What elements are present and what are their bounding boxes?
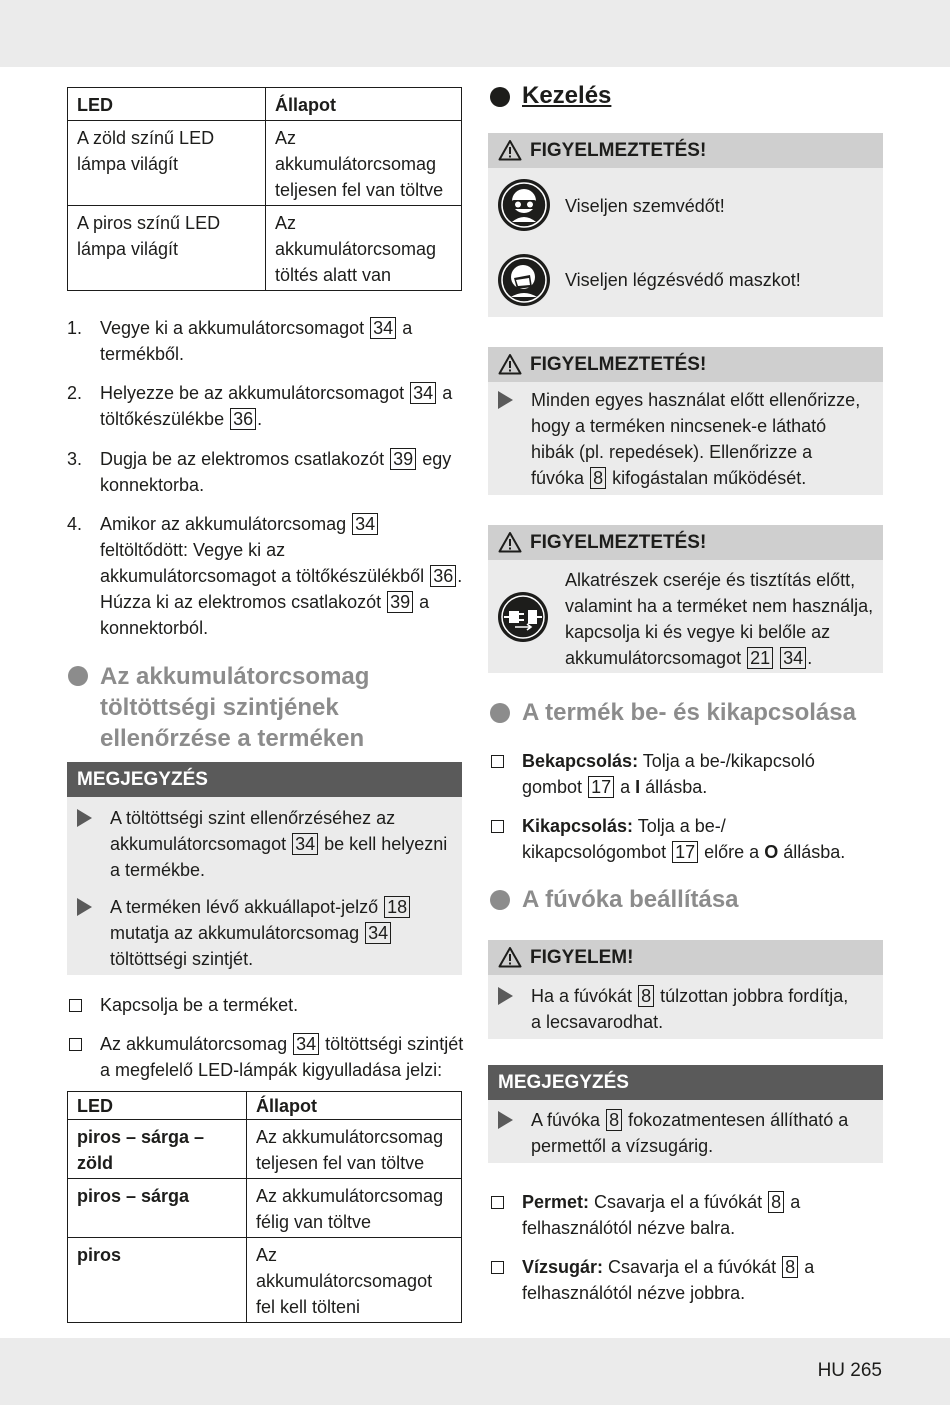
note-item: A töltöttségi szint ellenőrzéséhez az akkumulátorcsomagot 34 be kell helyezni a termékbe. [77,805,457,883]
caution-item: Ha a fúvókát 8 túlzottan jobbra fordítja, a lecsavarodhat. [498,983,883,1035]
warning-triangle-icon [498,946,522,968]
warning-label: FIGYELMEZTETÉS! [488,133,883,168]
switch-off-item: Kikapcsolás: Tolja a be-/ kikapcsológombot 17 előre a O állásba. [522,816,846,862]
ref-box: 8 [782,1256,798,1278]
step-2: 2. Helyezze be az akkumulátorcsomagot 34 a töltőkészülékbe 36 . [67,383,453,429]
mask-text: Viseljen légzésvédő maszkot! [565,270,801,290]
spray-item: Permet: Csavarja el a fúvókát 8 a felhasználótól nézve balra. [522,1192,801,1238]
led-status-table-1 [67,87,462,291]
table-header-led: LED [68,1092,247,1120]
ref-box: 34 [352,513,378,535]
table-cell: Az akkumulátorcsomag töltés alatt van [266,206,462,291]
page-number: HU 265 [817,1360,882,1381]
table-row [68,206,462,291]
ref-box: 17 [588,776,614,798]
step-1: 1. Vegye ki a akkumulátorcsomagot 34 a termékből. [67,318,413,364]
warning-triangle-icon [498,139,522,161]
arrow-bullet-icon [498,987,513,1005]
ref-box: 17 [672,841,698,863]
checkbox-icon [491,1261,504,1274]
warning-label: FIGYELMEZTETÉS! [488,347,883,382]
warning-item: Minden egyes használat előtt ellenőrizze, hogy a terméken nincsenek-e látható hibák (pl. repedések). Ellenőrizze a fúvóka 8 kifogástalan működését. [498,387,883,491]
jet-item: Vízsugár: Csavarja el a fúvókát 8 a felhasználótól nézve jobbra. [522,1257,815,1303]
arrow-bullet-icon [77,809,92,827]
check-item: Kapcsolja be a terméket. [100,995,299,1015]
section-title-kezeles: Kezelés [522,82,612,109]
table-cell: Az akkumulátorcsomag teljesen fel van töltve [266,121,462,206]
section-bullet-icon [68,666,88,686]
section-bullet-icon [490,890,510,910]
ref-box: 34 [365,922,391,944]
ref-box: 34 [293,1033,319,1055]
caution-label: FIGYELEM! [488,940,883,975]
ref-box: 36 [430,565,456,587]
table-header-status: Állapot [247,1092,462,1120]
ref-box: 34 [410,382,436,404]
table-row [68,1120,462,1179]
warning-panel-disconnect [488,525,883,673]
note-panel-check-level [67,762,462,975]
table-cell: A zöld színű LED lámpa világít [68,121,266,206]
unplug-icon [497,591,549,643]
section-title-on-off: A termék be- és kikapcsolása [522,699,856,726]
warning-panel-inspect [488,347,883,495]
note-label: MEGJEGYZÉS [67,762,462,797]
warning-panel-ppe [488,133,883,317]
table-cell: Az akkumulátorcsomag teljesen fel van töltve [247,1120,462,1179]
table-header-led: LED [68,88,266,121]
table-cell: Az akkumulátorcsomag félig van töltve [247,1179,462,1238]
warning-label: FIGYELMEZTETÉS! [488,525,883,560]
step-4: 4. Amikor az akkumulátorcsomag 34 feltöltődött: Vegye ki az akkumulátorcsomagot a töltőkészülékből 36 . Húzza ki az elektromos csatlakozót 39 a konnektorból. [67,514,463,638]
note-panel-nozzle [488,1065,883,1163]
ref-box: 8 [638,985,654,1007]
note-label: MEGJEGYZÉS [488,1065,883,1100]
ref-box: 34 [780,647,806,669]
arrow-bullet-icon [498,1111,513,1129]
table-cell: piros – sárga – zöld [68,1120,247,1179]
step-3: 3. Dugja be az elektromos csatlakozót 39 egy konnektorba. [67,449,452,495]
respirator-mask-icon [497,253,551,307]
ref-box: 8 [768,1191,784,1213]
checkbox-icon [69,1038,82,1051]
check-item: Az akkumulátorcsomag 34 töltöttségi szintjét a megfelelő LED-lámpák kigyulladása jelzi: [100,1034,464,1080]
section-title-nozzle: A fúvóka beállítása [522,886,739,913]
switch-on-item: Bekapcsolás: Tolja a be-/kikapcsoló gombot 17 a I állásba. [522,751,815,797]
note-item: A terméken lévő akkuállapot-jelző 18 mutatja az akkumulátorcsomag 34 töltöttségi szintjét. [77,894,457,972]
ref-box: 8 [606,1109,622,1131]
ref-box: 34 [292,833,318,855]
section-title-check-level: Az akkumulátorcsomag töltöttségi szintjének ellenőrzése a terméken [100,663,370,752]
arrow-bullet-icon [77,898,92,916]
caution-panel-nozzle [488,940,883,1039]
warning-triangle-icon [498,531,522,553]
ref-box: 39 [390,448,416,470]
section-bullet-icon [490,703,510,723]
checkbox-icon [491,820,504,833]
table-row [68,1238,462,1323]
table-header-status: Állapot [266,88,462,121]
section-bullet-icon [490,87,510,107]
ref-box: 18 [384,896,410,918]
ref-box: 8 [590,467,606,489]
table-cell: Az akkumulátorcsomagot fel kell tölteni [247,1238,462,1323]
table-cell: piros [68,1238,247,1323]
table-cell: piros – sárga [68,1179,247,1238]
ref-box: 39 [387,591,413,613]
warning-triangle-icon [498,353,522,375]
goggles-text: Viseljen szemvédőt! [565,196,725,216]
ref-box: 34 [370,317,396,339]
ref-box: 21 [747,647,773,669]
warning-text: Alkatrészek cseréje és tisztítás előtt, valamint ha a terméket nem használja, kapcsolja ki és vegye ki belőle az akkumulátorcsomagot 21 34 . [565,570,874,668]
ref-box: 36 [230,408,256,430]
bottom-band [0,1338,950,1405]
table-row [68,121,462,206]
safety-goggles-icon [497,178,551,232]
note-item: A fúvóka 8 fokozatmentesen állítható a permettől a vízsugárig. [498,1107,883,1159]
arrow-bullet-icon [498,391,513,409]
table-cell: A piros színű LED lámpa világít [68,206,266,291]
table-row [68,1179,462,1238]
checkbox-icon [69,999,82,1012]
checkbox-icon [491,755,504,768]
led-status-table-2 [67,1091,462,1323]
top-band [0,0,950,67]
checkbox-icon [491,1196,504,1209]
